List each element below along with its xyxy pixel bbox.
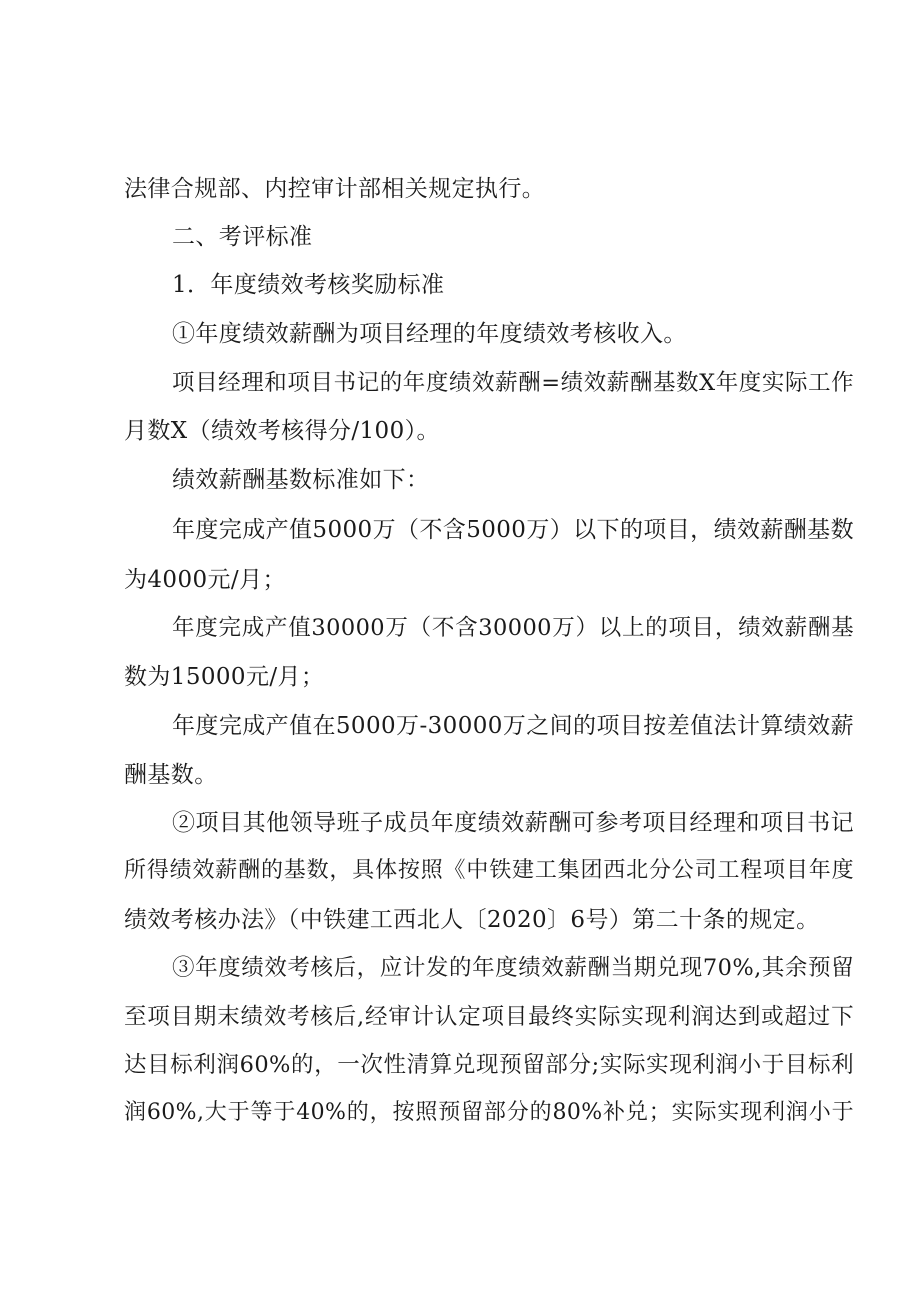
text-line: 至项目期末绩效考核后,经审计认定项目最终实际实现利润达到或超过下 [124, 1004, 854, 1030]
text-line: 年度完成产值在5000万-30000万之间的项目按差值法计算绩效薪 [172, 713, 854, 739]
text-line: 润60%,大于等于40%的，按照预留部分的80%补兑；实际实现利润小于 [124, 1100, 854, 1125]
section-heading: 二、考评标准 [172, 224, 313, 250]
text-line: 月数X（绩效考核得分/100）。 [124, 418, 440, 444]
subsection-heading: 1．年度绩效考核奖励标准 [172, 272, 445, 298]
text-line: 酬基数。 [124, 762, 218, 788]
text-line: ③年度绩效考核后，应计发的年度绩效薪酬当期兑现70%,其余预留 [172, 955, 854, 981]
text-line: 数为15000元/月； [124, 664, 325, 690]
text-line: 项目经理和项目书记的年度绩效薪酬=绩效薪酬基数X年度实际工作 [172, 370, 854, 396]
text-line: ①年度绩效薪酬为项目经理的年度绩效考核收入。 [172, 321, 687, 347]
text-line: 为4000元/月； [124, 567, 286, 593]
text-line: 法律合规部、内控审计部相关规定执行。 [124, 176, 546, 202]
text-line: 所得绩效薪酬的基数，具体按照《中铁建工集团西北分公司工程项目年度 [124, 858, 854, 883]
text-line: 年度完成产值30000万（不含30000万）以上的项目，绩效薪酬基 [172, 615, 854, 641]
text-line: ②项目其他领导班子成员年度绩效薪酬可参考项目经理和项目书记 [172, 810, 854, 836]
text-line: 达目标利润60%的，一次性清算兑现预留部分;实际实现利润小于目标利 [124, 1052, 854, 1078]
text-line: 绩效薪酬基数标准如下： [172, 467, 430, 493]
text-line: 年度完成产值5000万（不含5000万）以下的项目，绩效薪酬基数 [172, 517, 854, 543]
text-line: 绩效考核办法》（中铁建工西北人〔2020〕6号）第二十条的规定。 [124, 907, 820, 933]
